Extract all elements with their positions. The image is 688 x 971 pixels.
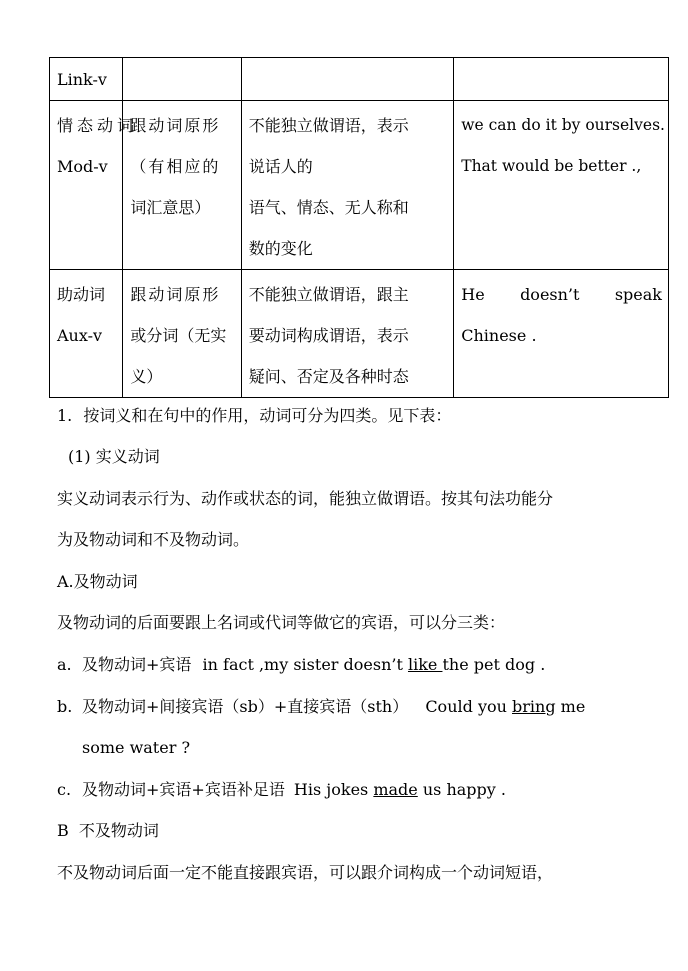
table-cell (123, 58, 241, 101)
table-cell (50, 58, 123, 101)
table-cell (241, 270, 454, 398)
example-en: Could you (425, 697, 512, 716)
underlined-verb: like (407, 655, 443, 674)
example-en: the pet dog . (442, 655, 546, 674)
cell-text: 或分词（无实 (130, 326, 227, 345)
example-en: in fact ,my sister doesn’t (202, 655, 408, 674)
example-b (57, 696, 585, 718)
table-cell (123, 270, 241, 398)
paragraph-text: 不及物动词后面一定不能直接跟宾语，可以跟介词构成一个动词短语， (57, 863, 554, 882)
subheading-a: A.及物动词 (57, 572, 138, 591)
cell-text: Aux-v (57, 326, 103, 345)
subheading-b: B 不及物动词 (57, 821, 159, 840)
cell-text: 要动词构成谓语，表示 (248, 326, 409, 345)
example-en: me (555, 697, 586, 716)
table-cell (50, 270, 123, 398)
underlined-verb: made (373, 780, 418, 799)
paragraph-text: 为及物动词和不及物动词。 (57, 530, 250, 549)
cell-text: 疑问、否定及各种时态 (248, 367, 409, 386)
table-cell (123, 101, 241, 270)
paragraph-text: 实义动词表示行为、动作或状态的词，能独立做谓语。按其句法功能分 (57, 489, 554, 508)
table-cell (454, 101, 669, 270)
table-cell (241, 58, 454, 101)
cell-text: 不能独立做谓语，跟主 (248, 285, 409, 304)
cell-text: 说话人的 (248, 157, 313, 176)
example-b-continuation: some water ? (82, 738, 191, 757)
cell-text (461, 274, 662, 315)
cell-text: 跟动词原形 (130, 116, 221, 135)
cell-text: Mod-v (57, 157, 108, 176)
table-row (50, 101, 669, 270)
example-cn: 及物动词+间接宾语（sb）+直接宾语（sth） (82, 697, 409, 716)
table-row (50, 58, 669, 101)
example-en: us happy . (417, 780, 506, 799)
cell-text: Link-v (57, 70, 107, 89)
cell-text: 数的变化 (248, 239, 313, 258)
cell-text: 词汇意思） (130, 198, 211, 217)
word: doesn’t (520, 285, 580, 304)
cell-text: 义） (130, 367, 163, 386)
paragraph-text: 及物动词的后面要跟上名词或代词等做它的宾语，可以分三类： (57, 613, 506, 632)
item-label: a. (57, 655, 72, 674)
item-label: b. (57, 697, 73, 716)
verb-types-table (49, 57, 669, 398)
table-cell (241, 101, 454, 270)
cell-text: 情态动词 (57, 116, 138, 135)
cell-text: Chinese . (461, 326, 537, 345)
list-number: 1. (57, 406, 73, 425)
example-en: His jokes (293, 780, 374, 799)
word: He (461, 285, 485, 304)
cell-text: That would be better ., (461, 157, 642, 175)
table-row (50, 270, 669, 398)
table-cell (454, 58, 669, 101)
item-label: c. (57, 780, 72, 799)
underlined-verb: bring (512, 697, 556, 716)
cell-text: （有相应的 (130, 157, 221, 176)
paragraph-1 (57, 405, 451, 427)
section-heading-1: (1) 实义动词 (68, 447, 160, 466)
table-cell (50, 101, 138, 270)
example-cn: 及物动词+宾语 (82, 655, 192, 674)
paragraph-text: 按词义和在句中的作用，动词可分为四类。见下表： (83, 406, 452, 425)
example-cn: 及物动词+宾语+宾语补足语 (82, 780, 285, 799)
cell-text: 语气、情态、无人称和 (248, 198, 409, 217)
table-cell (454, 270, 669, 398)
cell-text: 不能独立做谓语，表示 (248, 116, 409, 135)
cell-text: we can do it by ourselves. (461, 116, 665, 134)
word: speak (614, 285, 662, 304)
cell-text: 跟动词原形 (130, 285, 221, 304)
example-a (57, 654, 545, 676)
example-c (57, 779, 506, 801)
cell-text: 助动词 (57, 285, 106, 304)
